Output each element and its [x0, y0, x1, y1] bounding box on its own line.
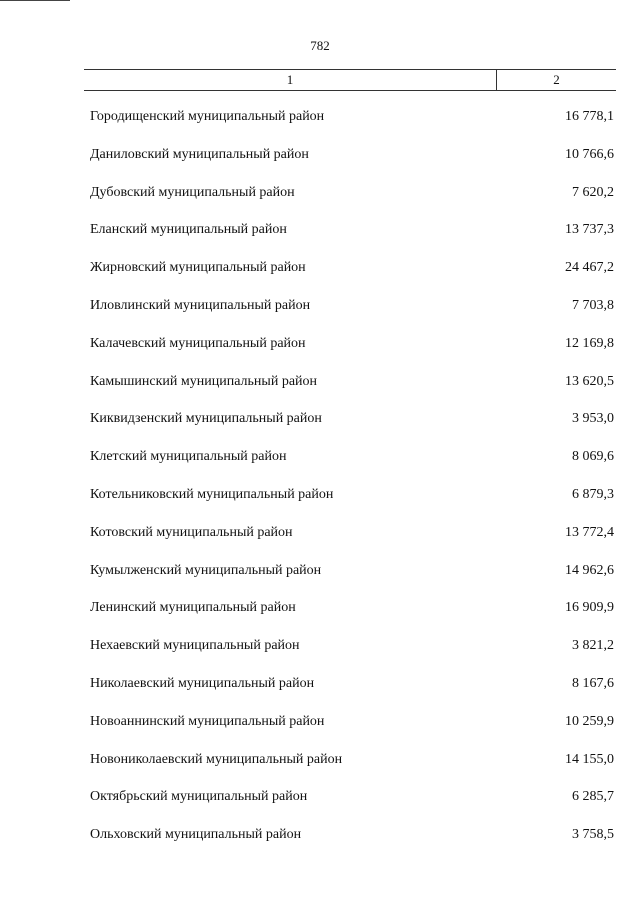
table-row — [0, 787, 640, 825]
district-name: Калачевский муниципальный район — [90, 335, 306, 351]
table-header — [84, 69, 616, 91]
district-name: Дубовский муниципальный район — [90, 184, 295, 200]
page-number: 782 — [310, 38, 330, 53]
table-row — [0, 750, 640, 788]
district-value: 13 620,5 — [565, 373, 614, 389]
district-value: 14 155,0 — [565, 751, 614, 767]
district-value: 16 909,9 — [565, 600, 614, 616]
district-name: Киквидзенский муниципальный район — [90, 411, 322, 427]
table-row — [0, 220, 640, 258]
table-row — [0, 523, 640, 561]
district-value: 16 778,1 — [565, 109, 614, 124]
table-row — [0, 258, 640, 296]
column-header-1: 1 — [84, 70, 497, 90]
district-name: Еланский муниципальный район — [90, 222, 287, 238]
district-value: 6 879,3 — [572, 486, 614, 502]
table-row — [0, 409, 640, 447]
district-value: 8 069,6 — [572, 449, 614, 465]
district-value: 7 703,8 — [572, 297, 614, 313]
district-name: Николаевский муниципальный район — [90, 675, 315, 691]
table-row — [0, 447, 640, 485]
district-name: Ленинский муниципальный район — [90, 600, 296, 616]
district-name: Котельниковский муниципальный район — [90, 486, 334, 502]
table-row — [0, 825, 640, 863]
table-body — [0, 107, 640, 863]
table-row — [0, 296, 640, 334]
table-row — [0, 183, 640, 221]
district-value: 8 167,6 — [572, 675, 614, 691]
district-value: 7 620,2 — [572, 184, 614, 200]
district-name: Новоаннинский муниципальный район — [90, 713, 325, 729]
table-row — [0, 372, 640, 410]
district-value: 10 766,6 — [565, 146, 614, 162]
district-name: Ольховский муниципальный район — [90, 827, 302, 843]
district-value: 3 821,2 — [572, 638, 614, 654]
table-row — [0, 561, 640, 599]
district-name: Городищенский муниципальный район — [90, 109, 325, 124]
district-value: 10 259,9 — [565, 713, 614, 729]
district-value: 3 953,0 — [572, 411, 614, 427]
table-row — [0, 636, 640, 674]
table-row — [0, 145, 640, 183]
district-name: Котовский муниципальный район — [90, 524, 293, 540]
district-value: 12 169,8 — [565, 335, 614, 351]
table-row — [0, 485, 640, 523]
district-name: Кумылженский муниципальный район — [90, 562, 322, 578]
district-value: 3 758,5 — [572, 827, 614, 843]
corner-scan-mark — [0, 0, 70, 1]
district-name: Жирновский муниципальный район — [90, 260, 306, 276]
district-name: Клетский муниципальный район — [90, 449, 287, 465]
district-name: Новониколаевский муниципальный район — [90, 751, 343, 767]
table-row — [0, 712, 640, 750]
district-name: Нехаевский муниципальный район — [90, 638, 300, 654]
district-name: Октябрьский муниципальный район — [90, 789, 308, 805]
district-name: Иловлинский муниципальный район — [90, 297, 311, 313]
district-value: 6 285,7 — [572, 789, 614, 805]
table-row — [0, 598, 640, 636]
district-value: 13 772,4 — [565, 524, 614, 540]
district-value: 24 467,2 — [565, 260, 614, 276]
table-row — [0, 334, 640, 372]
table-row — [0, 107, 640, 145]
district-value: 13 737,3 — [565, 222, 614, 238]
district-name: Камышинский муниципальный район — [90, 373, 318, 389]
table-row — [0, 674, 640, 712]
district-value: 14 962,6 — [565, 562, 614, 578]
column-header-2: 2 — [553, 72, 560, 87]
district-name: Даниловский муниципальный район — [90, 146, 309, 162]
